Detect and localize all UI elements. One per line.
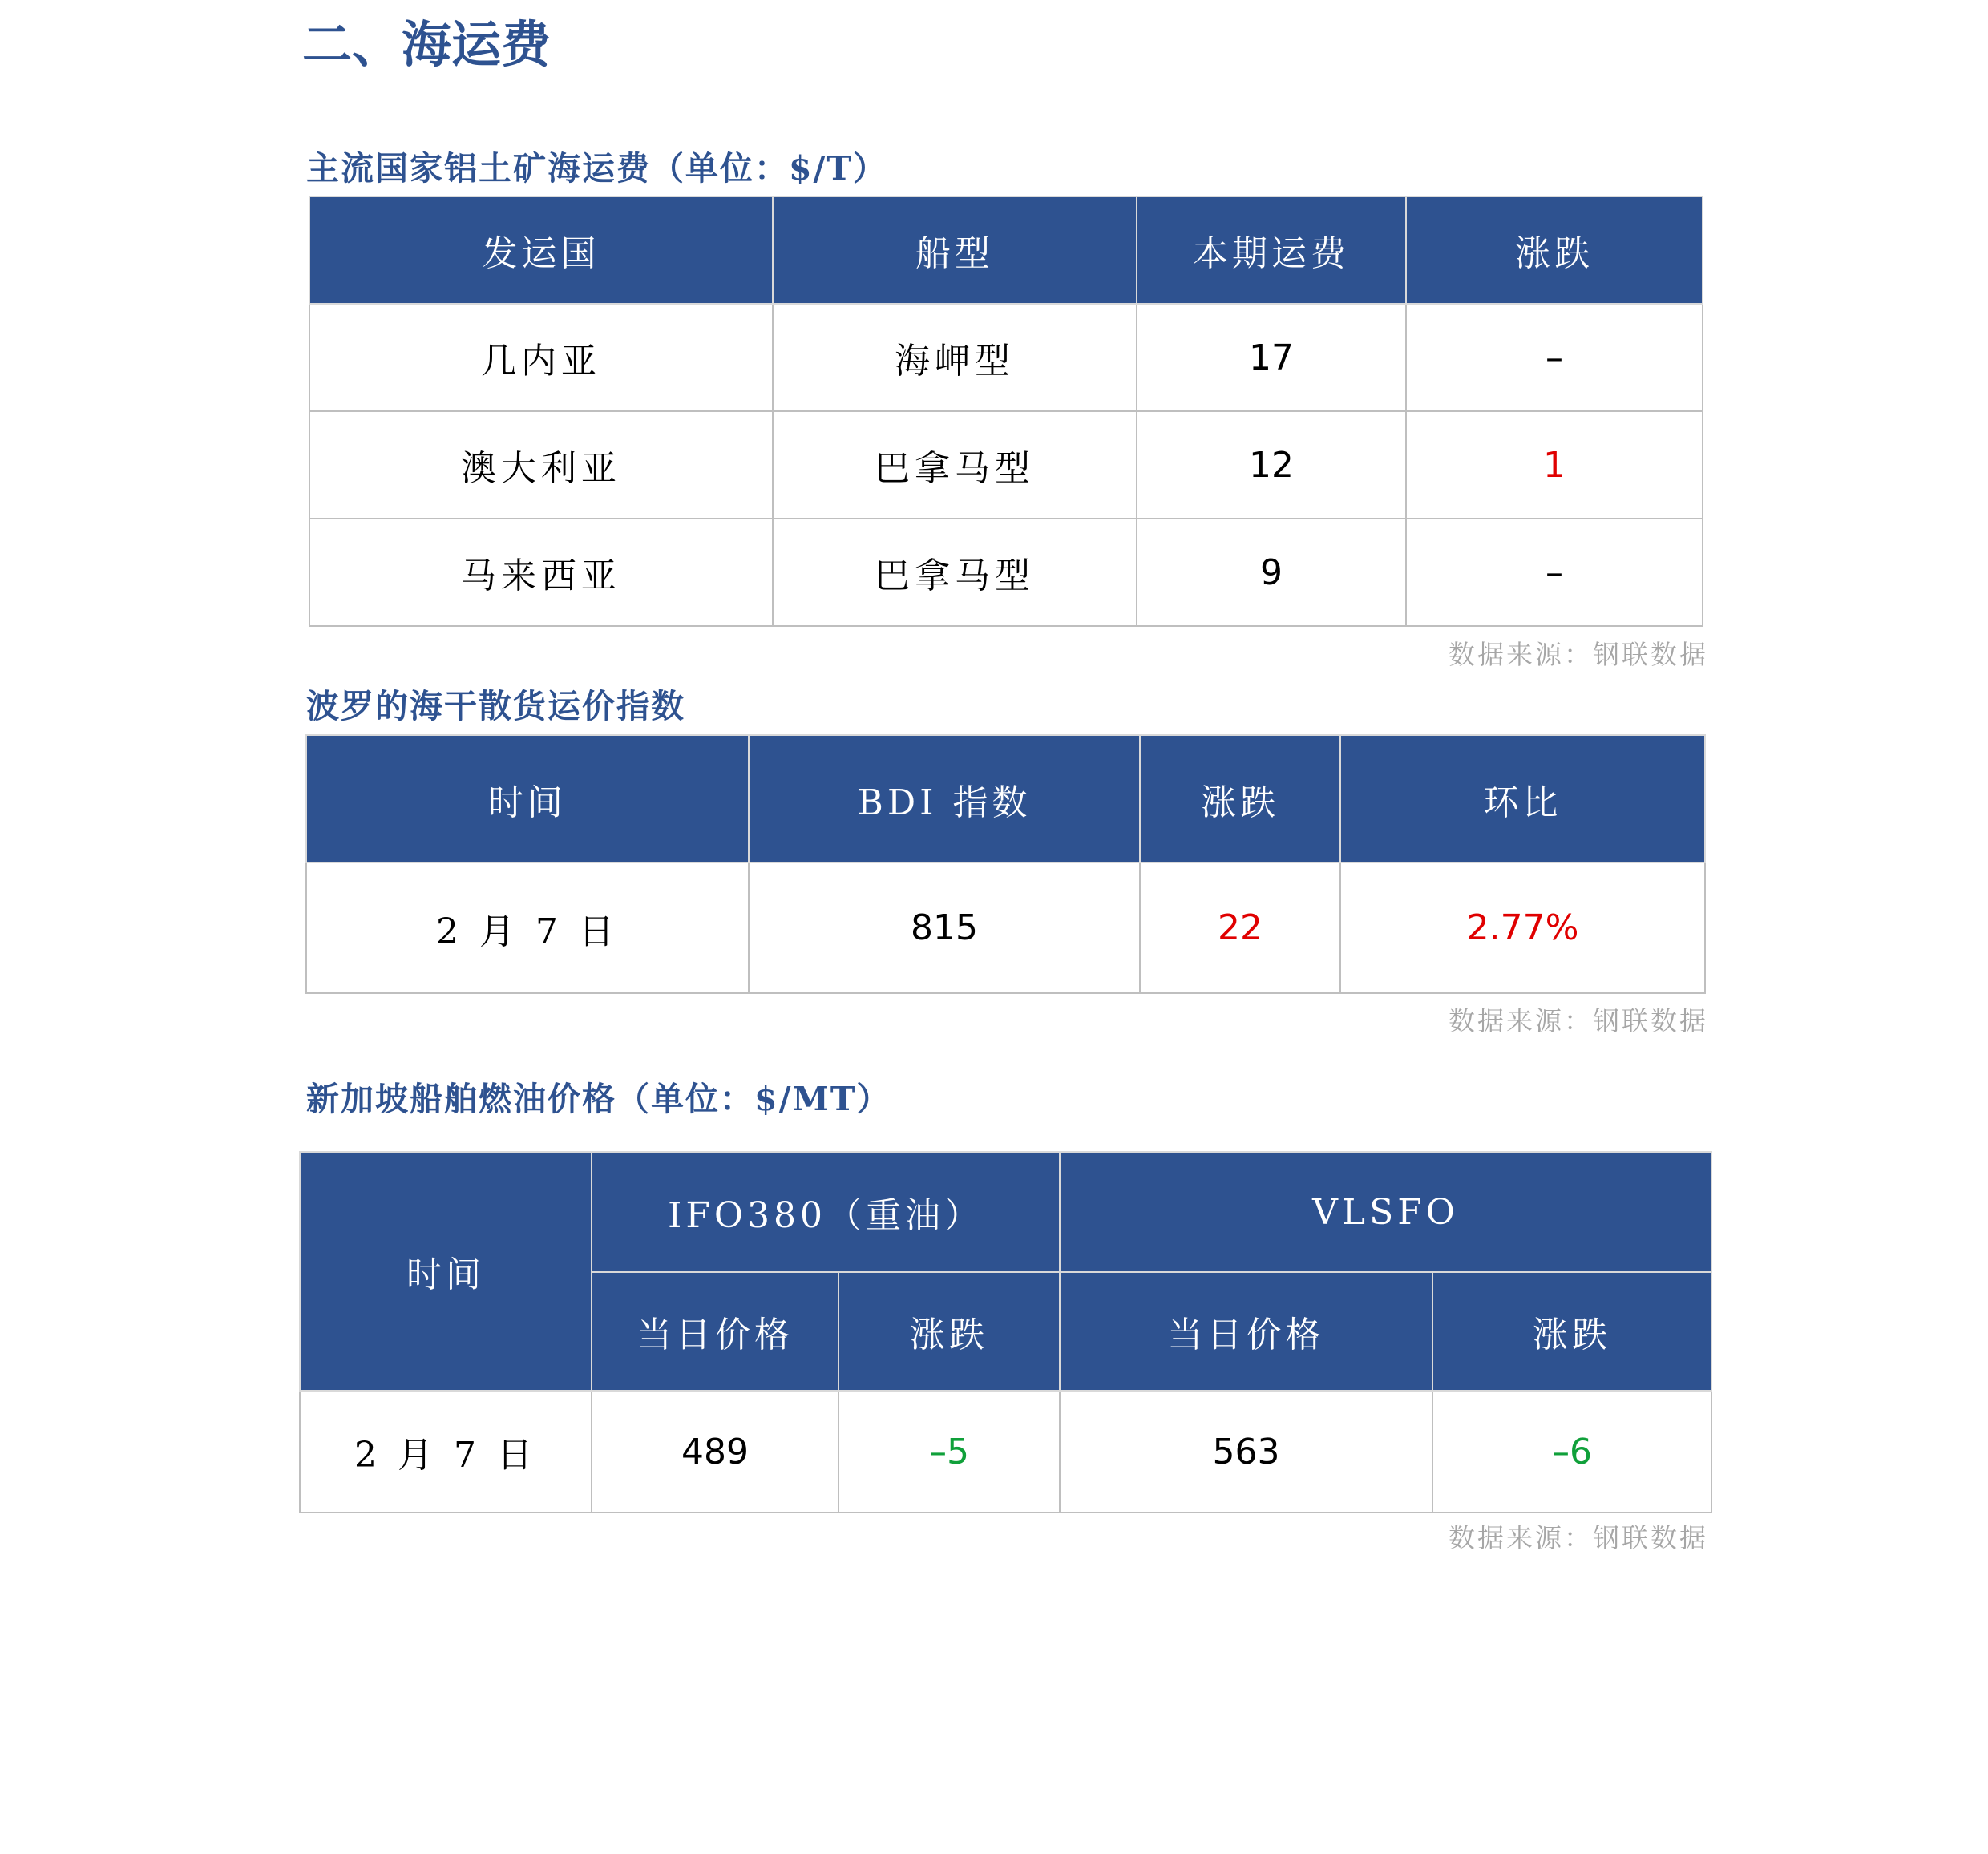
vlsfo-price-cell: 563 [1060,1391,1432,1513]
change-cell: 1 [1406,411,1703,519]
country-cell: 几内亚 [309,304,773,411]
ship-type-cell: 海岬型 [773,304,1137,411]
header-vlsfo-price: 当日价格 [1060,1272,1432,1391]
header-bdi-index: BDI 指数 [749,735,1140,862]
freight-table [309,196,1703,627]
date-cell: 2 月 7 日 [300,1391,592,1513]
freight-header-row [309,196,1703,304]
country-cell: 马来西亚 [309,519,773,626]
header-time: 时间 [300,1152,592,1391]
ship-type-cell: 巴拿马型 [773,411,1137,519]
header-ifo380: IFO380（重油） [592,1152,1060,1272]
table-row [309,411,1703,519]
freight-source-note: 数据来源：钢联数据 [1449,639,1708,670]
country-cell: 澳大利亚 [309,411,773,519]
freight-table-caption: 主流国家铝土矿海运费（单位：$/T） [306,149,888,188]
change-cell: – [1406,304,1703,411]
bdi-source-note: 数据来源：钢联数据 [1449,1005,1708,1036]
header-change: 涨跌 [1406,196,1703,304]
date-cell: 2 月 7 日 [306,862,749,993]
section-title: 二、海运费 [302,15,552,74]
header-country: 发运国 [309,196,773,304]
bdi-header-row [306,735,1705,862]
bunker-table-caption: 新加坡船舶燃油价格（单位：$/MT） [306,1080,891,1118]
table-row [309,304,1703,411]
header-change: 涨跌 [1140,735,1340,862]
bunker-table [299,1151,1712,1513]
header-ifo-change: 涨跌 [838,1272,1060,1391]
bunker-source-note: 数据来源：钢联数据 [1449,1522,1708,1553]
bdi-table-caption: 波罗的海干散货运价指数 [306,687,685,725]
header-vlsfo-change: 涨跌 [1432,1272,1711,1391]
header-ifo-price: 当日价格 [592,1272,838,1391]
rate-cell: 17 [1137,304,1406,411]
vlsfo-change-cell: –6 [1432,1391,1711,1513]
ratio-cell: 2.77% [1340,862,1705,993]
header-ratio: 环比 [1340,735,1705,862]
table-row [306,862,1705,993]
bunker-header-row [300,1152,1711,1272]
table-row [309,519,1703,626]
header-ship-type: 船型 [773,196,1137,304]
change-cell: – [1406,519,1703,626]
table-row [300,1391,1711,1513]
bdi-table [305,734,1706,994]
rate-cell: 12 [1137,411,1406,519]
change-cell: 22 [1140,862,1340,993]
rate-cell: 9 [1137,519,1406,626]
ship-type-cell: 巴拿马型 [773,519,1137,626]
ifo-price-cell: 489 [592,1391,838,1513]
header-time: 时间 [306,735,749,862]
header-current-rate: 本期运费 [1137,196,1406,304]
bdi-value-cell: 815 [749,862,1140,993]
header-vlsfo: VLSFO [1060,1152,1711,1272]
ifo-change-cell: –5 [838,1391,1060,1513]
